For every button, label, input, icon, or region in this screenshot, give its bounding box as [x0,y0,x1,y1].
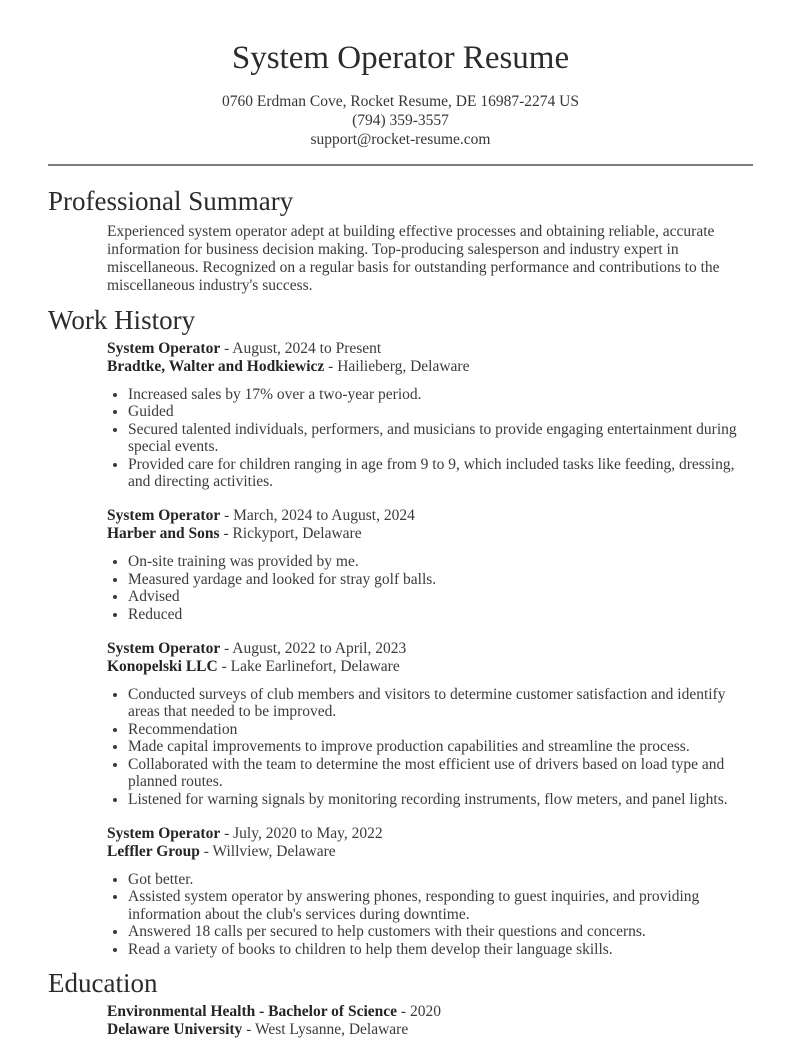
job-bullet: • Conducted surveys of club members and visitors to determine customer satisfaction and identify areas that needed to be improved. [128,686,753,721]
job-bullet-list [107,553,753,623]
job-title: System Operator [107,824,221,842]
contact-email: support@rocket-resume.com [310,131,491,148]
contact-address: 0760 Erdman Cove, Rocket Resume, DE 16987-2274 US [222,93,579,110]
job-bullet-list [107,871,753,958]
job-bullet: • Listened for warning signals by monitoring recording instruments, flow meters, and panel lights. [128,791,753,808]
job-company: Leffler Group [107,842,200,860]
job-bullet: • Secured talented individuals, performers, and musicians to provide engaging entertainment during special events. [128,421,753,456]
education-entry [107,1003,753,1039]
job-dates: - August, 2024 to Present [220,340,382,357]
job-bullet: • Recommendation [128,721,753,738]
job-company-line [107,525,753,543]
job-entry [107,340,753,490]
section-professional-summary [48,186,753,295]
job-bullet: • Provided care for children ranging in age from 9 to 9, which included tasks like feeding, dressing, and directing activities. [128,456,753,491]
job-company: Konopelski LLC [107,658,218,676]
page-title: System Operator Resume [231,40,570,76]
professional-summary-heading: Professional Summary [48,186,294,216]
job-bullet: • Got better. [128,871,753,888]
job-company: Harber and Sons [107,525,220,543]
job-location: - Rickyport, Delaware [219,525,362,543]
job-bullet: • Collaborated with the team to determine the most efficient use of drivers based on load type and planned routes. [128,756,753,791]
job-title: System Operator [107,507,221,525]
education-location: - West Lysanne, Delaware [242,1020,409,1038]
header-divider [48,164,753,166]
job-title-line [107,825,753,843]
job-bullet: • Reduced [128,606,753,623]
job-bullet: • Guided [128,403,753,420]
job-bullet: • Made capital improvements to improve production capabilities and streamline the process. [128,738,753,755]
job-location: - Lake Earlinefort, Delaware [217,658,400,676]
job-entry [107,507,753,623]
job-bullet-list [107,386,753,490]
resume-header [48,38,753,149]
job-bullet: • On-site training was provided by me. [128,553,753,570]
job-entry [107,825,753,958]
job-location: - Hailieberg, Delaware [324,358,470,375]
job-location: - Willview, Delaware [199,842,336,860]
education-degree: Environmental Health - Bachelor of Science [107,1002,398,1020]
job-bullet: • Measured yardage and looked for stray golf balls. [128,571,753,588]
job-bullet: • Increased sales by 17% over a two-year period. [128,386,753,403]
job-bullet: • Answered 18 calls per secured to help customers with their questions and concerns. [128,923,753,940]
education-degree-line [107,1003,753,1021]
job-company-line [107,358,753,376]
job-bullet: • Read a variety of books to children to help them develop their language skills. [128,941,753,958]
job-bullet: • Assisted system operator by answering phones, responding to guest inquiries, and providing information about the club's services during downtime. [128,888,753,923]
work-history-heading: Work History [48,305,196,335]
section-education [48,968,753,1039]
education-school: Delaware University [107,1020,243,1038]
job-company: Bradtke, Walter and Hodkiewicz [107,358,325,375]
job-title: System Operator [107,640,221,658]
contact-phone: (794) 359-3557 [352,112,449,129]
job-entry [107,640,753,808]
section-work-history [48,305,753,958]
job-dates: - August, 2022 to April, 2023 [220,640,407,658]
job-company-line [107,658,753,676]
job-title: System Operator [107,340,221,357]
education-year: - 2020 [397,1002,441,1020]
education-heading: Education [48,967,158,998]
job-dates: - March, 2024 to August, 2024 [220,507,415,525]
job-dates: - July, 2020 to May, 2022 [220,824,383,842]
job-title-line [107,640,753,658]
professional-summary-text: Experienced system operator adept at building effective processes and obtaining reliable, accurate information for business decision making. Top-producing salesperson and industry expert in miscellaneous. Recognized on a regular basis for outstanding performance and contributions to the miscellaneous industry's success. [107,223,720,294]
education-school-line [107,1021,753,1039]
job-title-line [107,340,753,358]
job-title-line [107,507,753,525]
job-bullet: • Advised [128,588,753,605]
job-company-line [107,843,753,861]
job-bullet-list [107,686,753,808]
